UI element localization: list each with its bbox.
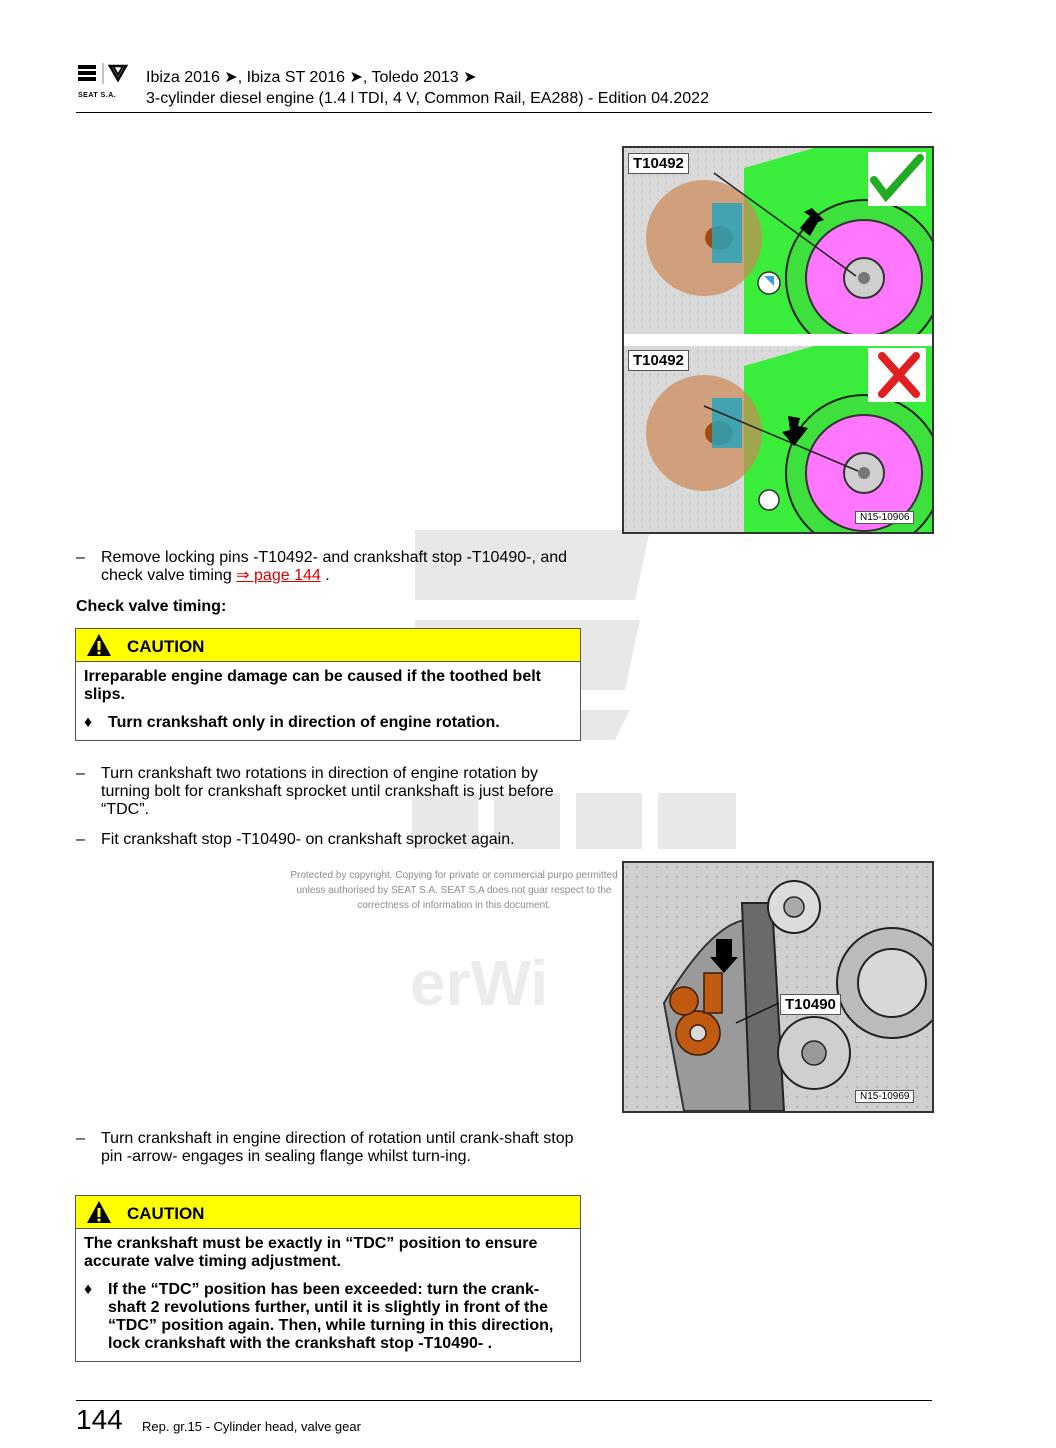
- step-text: Turn crankshaft in engine direction of rotation until crank-shaft stop pin -arrow- engages in sealing flange whilst turn-ing.: [101, 1130, 574, 1165]
- page-number: 144: [76, 1404, 123, 1435]
- step-turn-two-rotations: [76, 765, 586, 819]
- caution-title: CAUTION: [127, 637, 205, 656]
- figure-ref-1: N15-10906: [855, 511, 914, 524]
- figure-locking-pins: [622, 146, 934, 534]
- step-dash: –: [76, 1130, 85, 1147]
- tool-label-top: T10492: [628, 153, 689, 174]
- footer-rule: [76, 1400, 932, 1401]
- caution-text: Irreparable engine damage can be caused if the toothed belt slips.: [84, 668, 541, 703]
- footer-text: Rep. gr.15 - Cylinder head, valve gear: [142, 1419, 361, 1434]
- diamond-bullet-icon: ♦: [84, 1281, 93, 1298]
- caution-box-1: [75, 628, 581, 741]
- diamond-bullet-icon: ♦: [84, 714, 93, 731]
- step-dash: –: [76, 831, 85, 848]
- step-fit-crankshaft-stop: [76, 831, 586, 849]
- figure-crankshaft-stop: [622, 861, 934, 1113]
- header-line-1: Ibiza 2016 ➤, Ibiza ST 2016 ➤, Toledo 2013 ➤: [146, 69, 477, 86]
- step-text: Turn crankshaft two rotations in direction of engine rotation by turning bolt for crankshaft sprocket until crankshaft is just before “TDC”.: [101, 765, 554, 818]
- tool-label-T10490: T10490: [780, 994, 841, 1015]
- step-turn-until-pin-engages: [76, 1130, 586, 1166]
- warning-icon: [86, 633, 112, 657]
- subheading-check-valve-timing: Check valve timing:: [76, 598, 227, 615]
- header-line-2: 3-cylinder diesel engine (1.4 l TDI, 4 V, Common Rail, EA288) - Edition 04.2022: [146, 90, 709, 107]
- svg-text:erWi: erWi: [410, 947, 549, 1019]
- warning-icon: [86, 1200, 112, 1224]
- caution-text: The crankshaft must be exactly in “TDC” position to ensure accurate valve timing adjustment.: [84, 1235, 538, 1270]
- caution-bullet-text: Turn crankshaft only in direction of engine rotation.: [108, 714, 500, 731]
- copyright-note: Protected by copyright. Copying for private or commercial purpo permitted unless authorised by SEAT S.A. SEAT S.A does not guar respect to the correctness of information in this document.: [290, 870, 618, 911]
- tool-label-bottom: T10492: [628, 350, 689, 371]
- header-rule: [76, 112, 932, 113]
- page-144-link[interactable]: ⇒ page 144: [236, 567, 321, 584]
- caution-bullet-text: If the “TDC” position has been exceeded: turn the crank-shaft 2 revolutions further, until it is slightly in front of the “TDC” position again. Then, while turning in this direction, lock crankshaft with the crankshaft stop -T10490- .: [108, 1281, 554, 1352]
- caution-title: CAUTION: [127, 1204, 205, 1223]
- step-text: Fit crankshaft stop -T10490- on crankshaft sprocket again.: [101, 831, 515, 848]
- step-dash: –: [76, 549, 85, 566]
- seat-logo: [78, 62, 136, 106]
- brand-text: SEAT S.A.: [78, 92, 117, 99]
- figure-ref-2: N15-10969: [855, 1090, 914, 1103]
- step-dash: –: [76, 765, 85, 782]
- step-text-end: .: [320, 567, 330, 584]
- caution-box-2: [75, 1195, 581, 1362]
- step-remove-locking-pins: [76, 549, 586, 585]
- step-text: Remove locking pins -T10492- and crankshaft stop -T10490-, and check valve timing: [101, 549, 568, 584]
